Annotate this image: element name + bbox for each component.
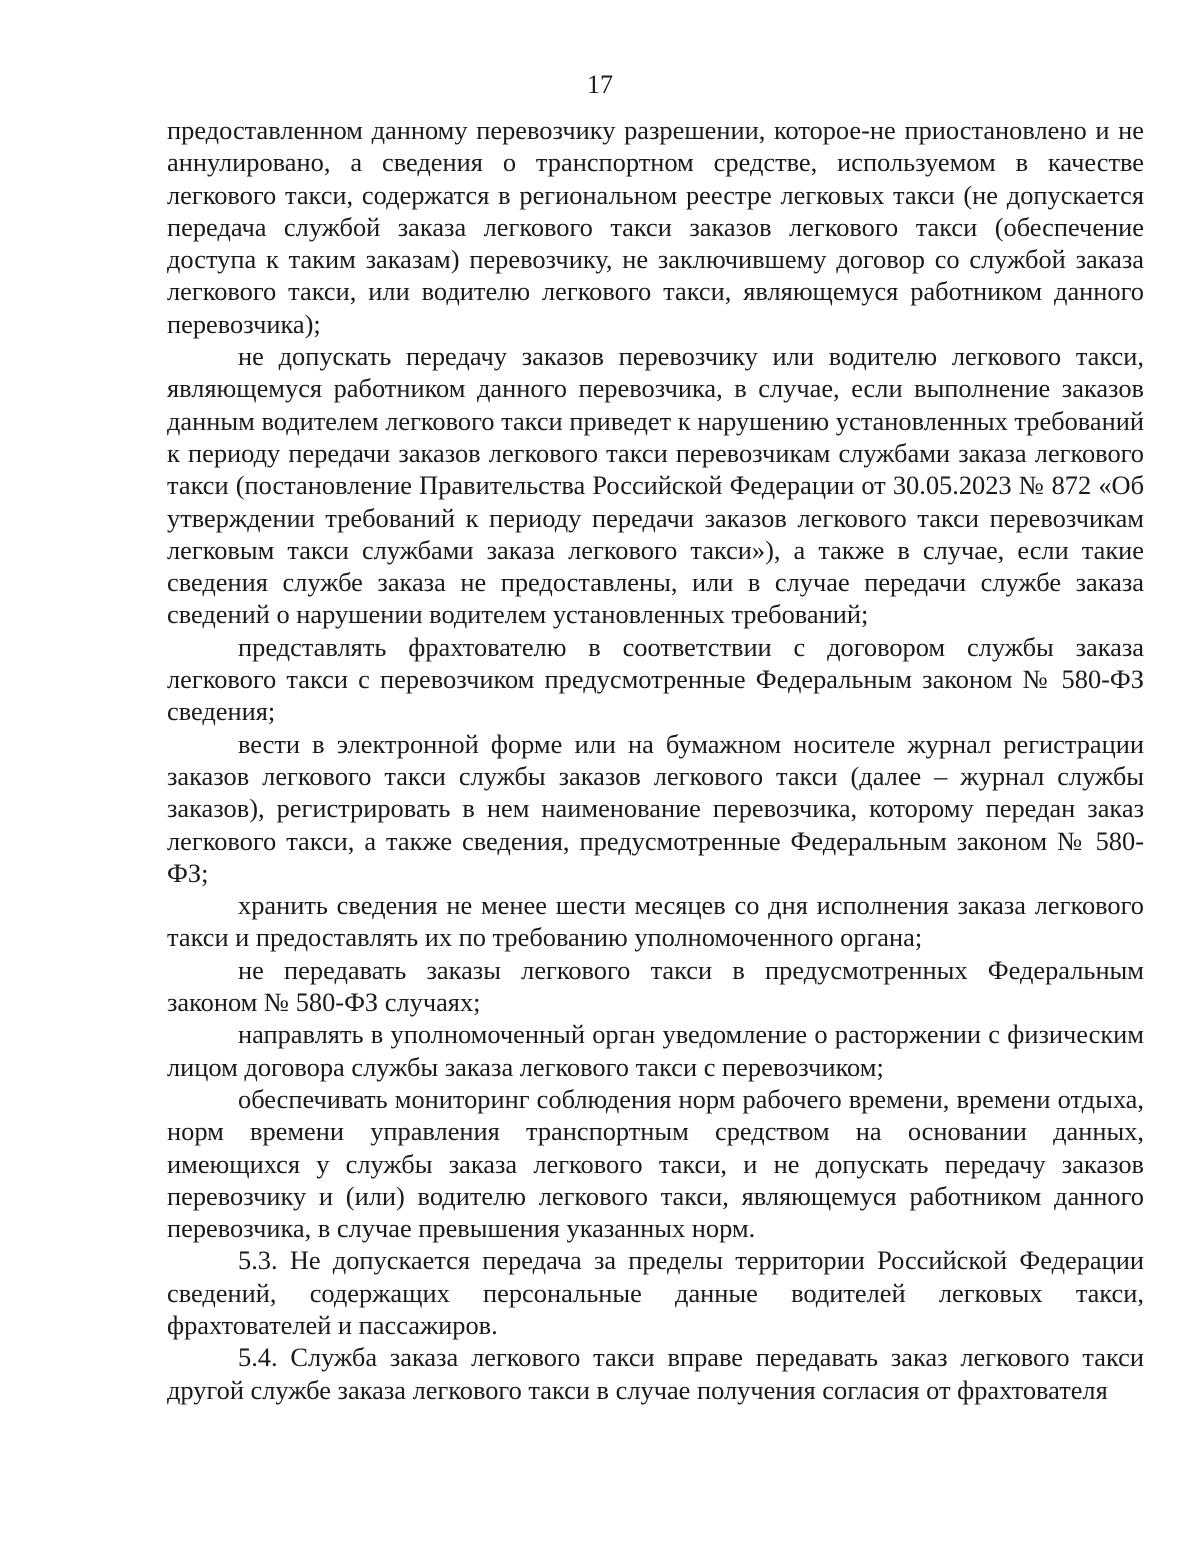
paragraph-provide-info: представлять фрахтователю в соответствии с договором службы заказа легкового такси с перевозчиком предусмотренные Федеральным законом № 580-ФЗ сведения; [167,631,1144,727]
paragraph-section-5-3: 5.3. Не допускается передача за пределы территории Российской Федерации сведений, содержащих персональные данные водителей легковых такси, фрахтователей и пассажиров. [167,1245,1144,1340]
page-number: 17 [587,70,613,99]
paragraph-section-5-4: 5.4. Служба заказа легкового такси вправе передавать заказ легкового такси другой службе заказа легкового такси в случае получения согласия от фрахтователя [167,1342,1144,1405]
paragraph-order-journal: вести в электронной форме или на бумажном носителе журнал регистрации заказов легкового такси службы заказов легкового такси (далее – журнал службы заказов), регистрировать в нем наименование перевозчика, которому передан заказ легкового такси, а также сведения, предусмотренные Федеральным законом № 580-ФЗ; [167,728,1144,888]
paragraph-no-transfer-cases: не передавать заказы легкового такси в предусмотренных Федеральным законом № 580-ФЗ случаях; [167,954,1144,1018]
paragraph-order-transfer-restriction: не допускать передачу заказов перевозчику или водителю легкового такси, являющемуся работником данного перевозчика, в случае, если выполнение заказов данным водителем легкового такси приведет к нарушению установленных требований к периоду передачи заказов легкового такси перевозчикам службами заказа легкового такси (постановление Правительства Российской Федерации от 30.05.2023 № 872 «Об утверждении требований к периоду передачи заказов легкового такси перевозчикам легковым такси службами заказа легкового такси»), а также в случае, если такие сведения службе заказа не предоставлены, или в случае передачи службе заказа сведений о нарушении водителем установленных требований; [167,341,1144,630]
paragraph-store-info: хранить сведения не менее шести месяцев со дня исполнения заказа легкового такси и предоставлять их по требованию уполномоченного органа; [167,890,1144,953]
paragraph-notify-termination: направлять в уполномоченный орган уведомление о расторжении с физическим лицом договора службы заказа легкового такси с перевозчиком; [167,1019,1144,1082]
paragraph-continuation: предоставленном данному перевозчику разрешении, которое-не приостановлено и не аннулировано, а сведения о транспортном средстве, используемом в качестве легкового такси, содержатся в региональном реестре легковых такси (не допускается передача службой заказа легкового такси заказов легкового такси (обеспечение доступа к таким заказам) перевозчику, не заключившему договор со службой заказа легкового такси, или водителю легкового такси, являющемуся работником данного перевозчика); [167,115,1144,339]
paragraph-monitoring: обеспечивать мониторинг соблюдения норм рабочего времени, времени отдыха, норм времени управления транспортным средством на основании данных, имеющихся у службы заказа легкового такси, и не допускать передачу заказов перевозчику и (или) водителю легкового такси, являющемуся работником данного перевозчика, в случае превышения указанных норм. [167,1083,1144,1244]
document-body [167,114,1144,1406]
